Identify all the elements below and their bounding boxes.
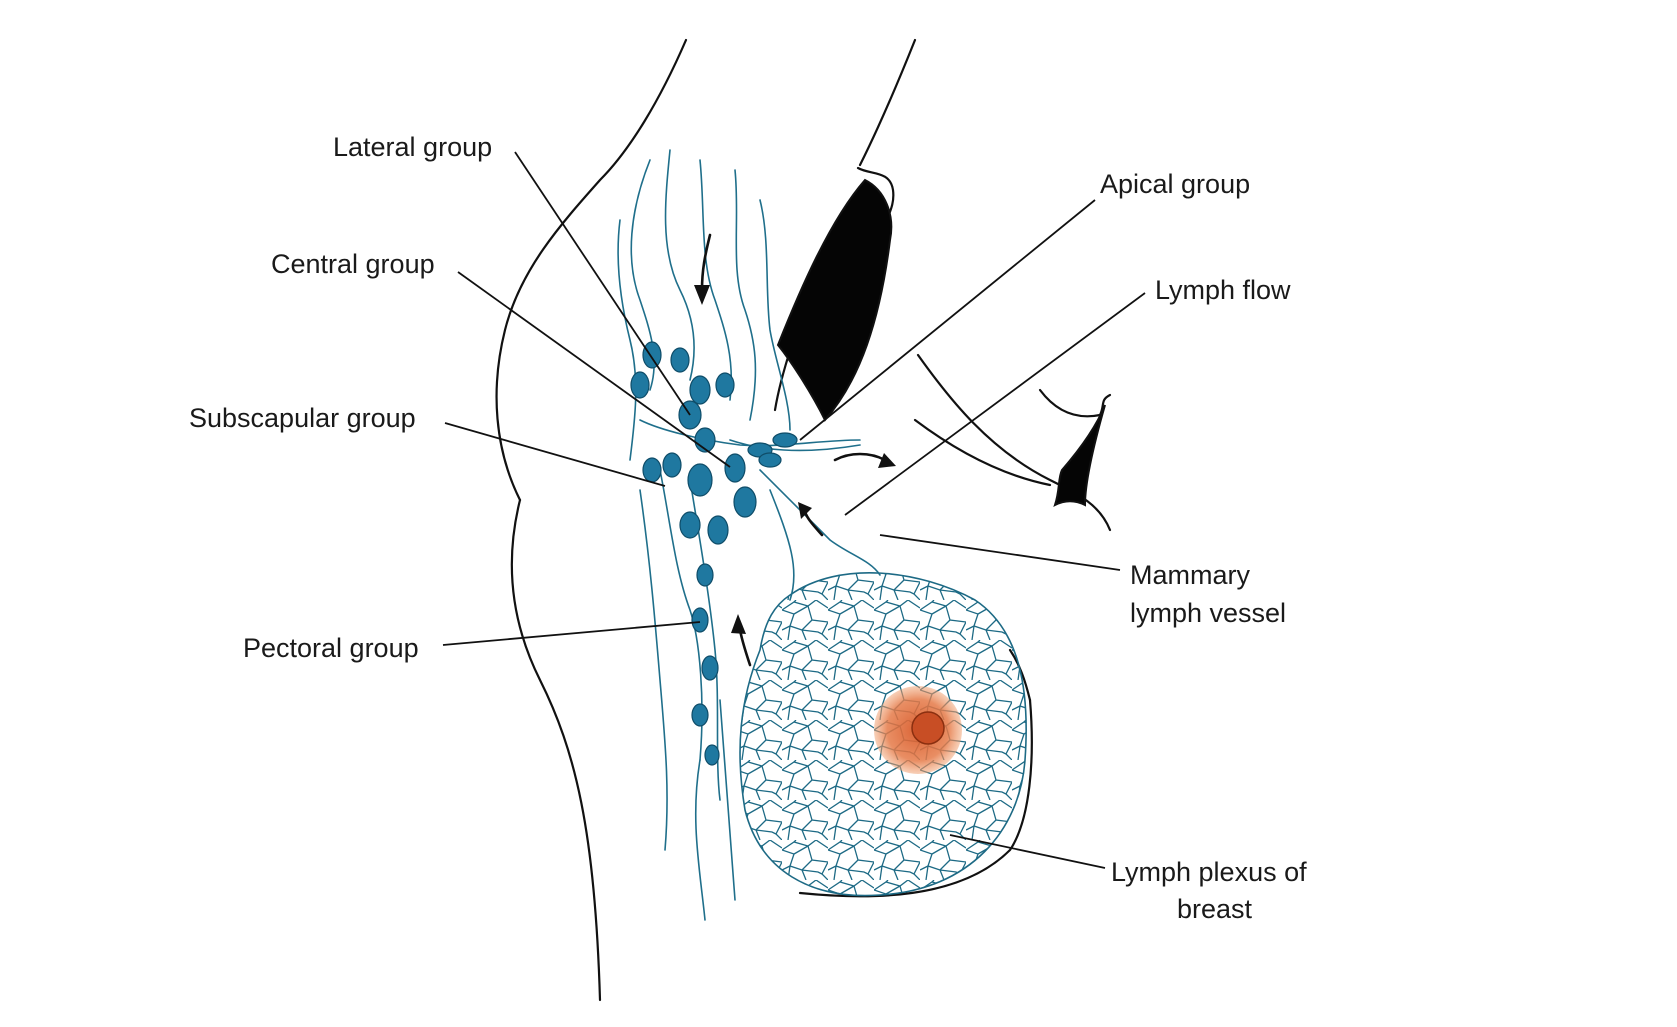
leader-subscapular-group — [445, 423, 665, 486]
vessel-13 — [770, 490, 794, 600]
arrow-right-path — [835, 454, 885, 460]
clavicle-curve — [1040, 390, 1110, 416]
node-lateral-4 — [716, 373, 734, 397]
label-mammary-lymph-vessel-line1: Mammary — [1130, 560, 1250, 590]
arrow-up-left-head — [798, 502, 812, 519]
leader-mammary-vessel — [880, 535, 1120, 570]
arrow-right-head — [878, 453, 896, 468]
node-pectoral-4 — [692, 704, 708, 726]
node-subscapular-3 — [688, 464, 712, 496]
arrow-up-path — [740, 630, 750, 665]
node-apical-2 — [773, 433, 797, 447]
label-lymph-flow: Lymph flow — [1155, 275, 1291, 305]
node-central-3 — [725, 454, 745, 482]
label-lateral-group: Lateral group — [333, 132, 493, 162]
node-pectoral-2 — [692, 608, 708, 632]
arm-back-outline — [860, 40, 915, 165]
node-subscapular-2 — [663, 453, 681, 477]
nipple — [912, 712, 944, 744]
node-lateral-3 — [690, 376, 710, 404]
node-pectoral-5 — [705, 745, 719, 765]
vessel-5 — [618, 220, 636, 460]
label-lymph-plexus-line1: Lymph plexus of — [1111, 857, 1307, 887]
vessel-4 — [735, 170, 755, 420]
vessel-7 — [640, 420, 860, 446]
arrow-up-head — [731, 614, 746, 634]
label-central-group: Central group — [271, 249, 435, 279]
node-lateral-1 — [643, 342, 661, 368]
arm-front-outline — [497, 40, 686, 500]
vessel-14 — [720, 700, 735, 900]
node-subscapular-1 — [643, 458, 661, 482]
node-lateral-5 — [631, 372, 649, 398]
label-lymph-plexus-line2: breast — [1177, 894, 1253, 924]
vessel-15 — [696, 760, 705, 920]
node-subscapular-4 — [734, 487, 756, 517]
torso-side-outline — [512, 500, 600, 1000]
node-subscapular-6 — [708, 516, 728, 544]
node-pectoral-1 — [697, 564, 713, 586]
node-lateral-2 — [671, 348, 689, 372]
label-mammary-lymph-vessel-line2: lymph vessel — [1130, 598, 1287, 628]
pectoral-muscle-shape — [778, 180, 891, 420]
leader-pectoral-group — [443, 622, 700, 645]
vessel-3 — [700, 160, 731, 400]
label-apical-group: Apical group — [1100, 169, 1251, 199]
vessel-2 — [666, 150, 695, 380]
vessel-11 — [640, 490, 667, 850]
breast-plexus — [740, 573, 1026, 896]
muscle-shapes — [778, 180, 1105, 505]
node-pectoral-3 — [702, 656, 718, 680]
node-subscapular-5 — [680, 512, 700, 538]
vessel-12 — [760, 470, 880, 575]
leader-lymph-flow — [845, 293, 1145, 515]
label-pectoral-group: Pectoral group — [243, 633, 419, 663]
arrow-up-left-path — [805, 512, 822, 535]
arrow-down-head — [694, 285, 710, 305]
node-apical-3 — [759, 453, 781, 467]
chest-wall-muscle-shape — [1055, 405, 1105, 505]
chest-curve-2 — [915, 420, 1050, 485]
vessel-6 — [760, 200, 790, 430]
label-subscapular-group: Subscapular group — [189, 403, 416, 433]
